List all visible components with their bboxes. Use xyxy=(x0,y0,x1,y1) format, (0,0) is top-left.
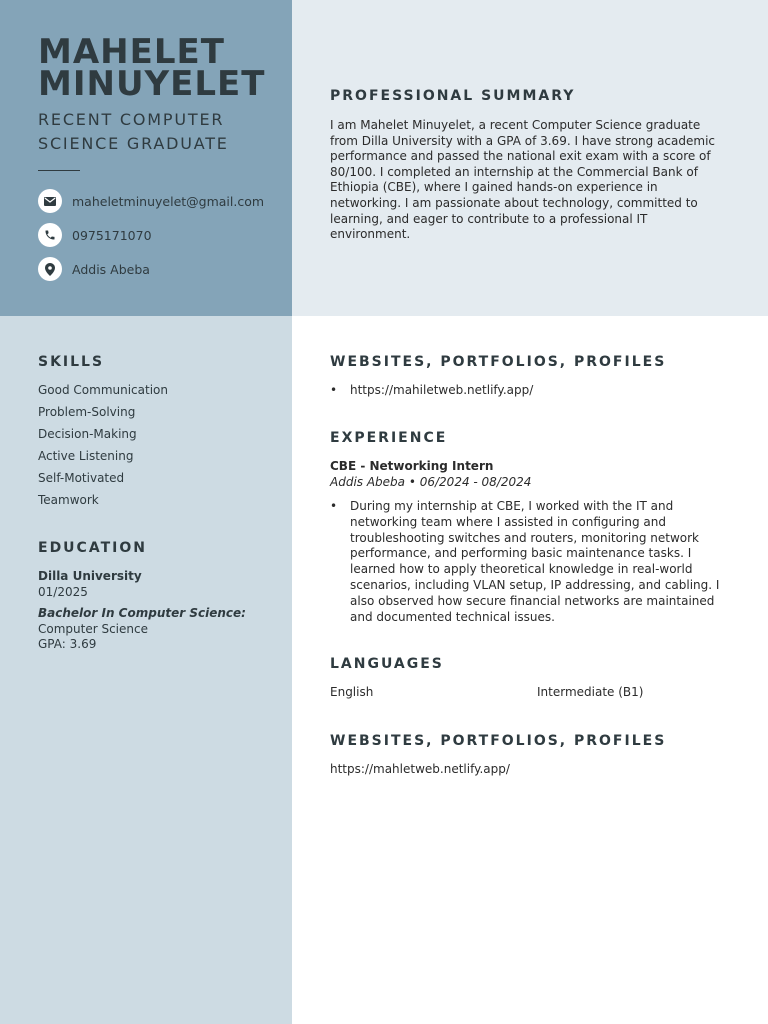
education-date: 01/2025 xyxy=(38,584,88,599)
email-text[interactable]: maheletminuyelet@gmail.com xyxy=(72,193,265,209)
education-gpa: GPA: 3.69 xyxy=(38,637,97,651)
skill-item: Good Communication xyxy=(38,383,168,397)
skills-heading: SKILLS xyxy=(38,354,105,370)
experience-title: CBE - Networking Intern xyxy=(330,459,494,473)
education-school: Dilla University xyxy=(38,569,142,583)
education-heading: EDUCATION xyxy=(38,540,147,556)
experience-heading: EXPERIENCE xyxy=(330,430,448,446)
candidate-name xyxy=(38,32,278,104)
sidebar-panel xyxy=(0,316,292,1024)
contact-phone[interactable] xyxy=(38,223,152,247)
websites-heading: WEBSITES, PORTFOLIOS, PROFILES xyxy=(330,354,667,370)
phone-text[interactable]: 0975171070 xyxy=(72,227,152,243)
website-link[interactable]: https://mahiletweb.netlify.app/ xyxy=(350,383,534,397)
websites-heading-2: WEBSITES, PORTFOLIOS, PROFILES xyxy=(330,733,667,749)
location-pin-icon xyxy=(38,257,62,281)
contact-email[interactable] xyxy=(38,189,264,213)
education-block xyxy=(38,569,246,653)
contact-location xyxy=(38,257,150,281)
role-line-2: SCIENCE GRADUATE xyxy=(38,134,229,153)
bullet: • xyxy=(330,383,338,397)
language-name: English xyxy=(330,685,374,699)
education-field: Computer Science xyxy=(38,621,148,636)
skill-item: Self-Motivated xyxy=(38,471,125,485)
header-divider xyxy=(38,170,80,171)
education-degree: Bachelor In Computer Science: xyxy=(38,606,246,620)
phone-icon xyxy=(38,223,62,247)
summary-text: I am Mahelet Minuyelet, a recent Computer Science graduate from Dilla University with a GPA of 3.69. I have strong academic performance and passed the national exit exam with a score of 80/100. I completed an internship at the Commercial Bank of Ethiopia (CBE), where I gained hands-on experience in networking. I am passionate about technology, committed to learning, and eager to contribute to a professional IT environment. xyxy=(330,118,716,242)
name-line-2: MINUYELET xyxy=(38,64,266,104)
candidate-role xyxy=(38,108,278,156)
languages-heading: LANGUAGES xyxy=(330,656,444,672)
language-level: Intermediate (B1) xyxy=(537,685,644,699)
website-item[interactable] xyxy=(330,383,533,399)
skill-item: Teamwork xyxy=(38,493,99,507)
experience-item xyxy=(330,499,730,625)
email-icon xyxy=(38,189,62,213)
experience-description: During my internship at CBE, I worked with the IT and networking team where I assisted in configuring and troubleshooting switches and routers, monitoring network performance, and performing basic maintenance tasks. I learned how to apply theoretical knowledge in real-world scenarios, including VLAN setup, IP addressing, and cabling. I also observed how secure financial networks are maintained and documented technical issues. xyxy=(350,499,720,624)
skill-item: Problem-Solving xyxy=(38,405,136,419)
website-link-2[interactable]: https://mahletweb.netlify.app/ xyxy=(330,762,510,776)
role-line-1: RECENT COMPUTER xyxy=(38,110,225,129)
skill-item: Decision-Making xyxy=(38,427,137,441)
bullet: • xyxy=(330,499,338,513)
location-text: Addis Abeba xyxy=(72,261,150,277)
skill-item: Active Listening xyxy=(38,449,134,463)
name-line-1: MAHELET xyxy=(38,32,225,72)
experience-meta: Addis Abeba • 06/2024 - 08/2024 xyxy=(330,475,532,489)
summary-heading: PROFESSIONAL SUMMARY xyxy=(330,88,576,104)
